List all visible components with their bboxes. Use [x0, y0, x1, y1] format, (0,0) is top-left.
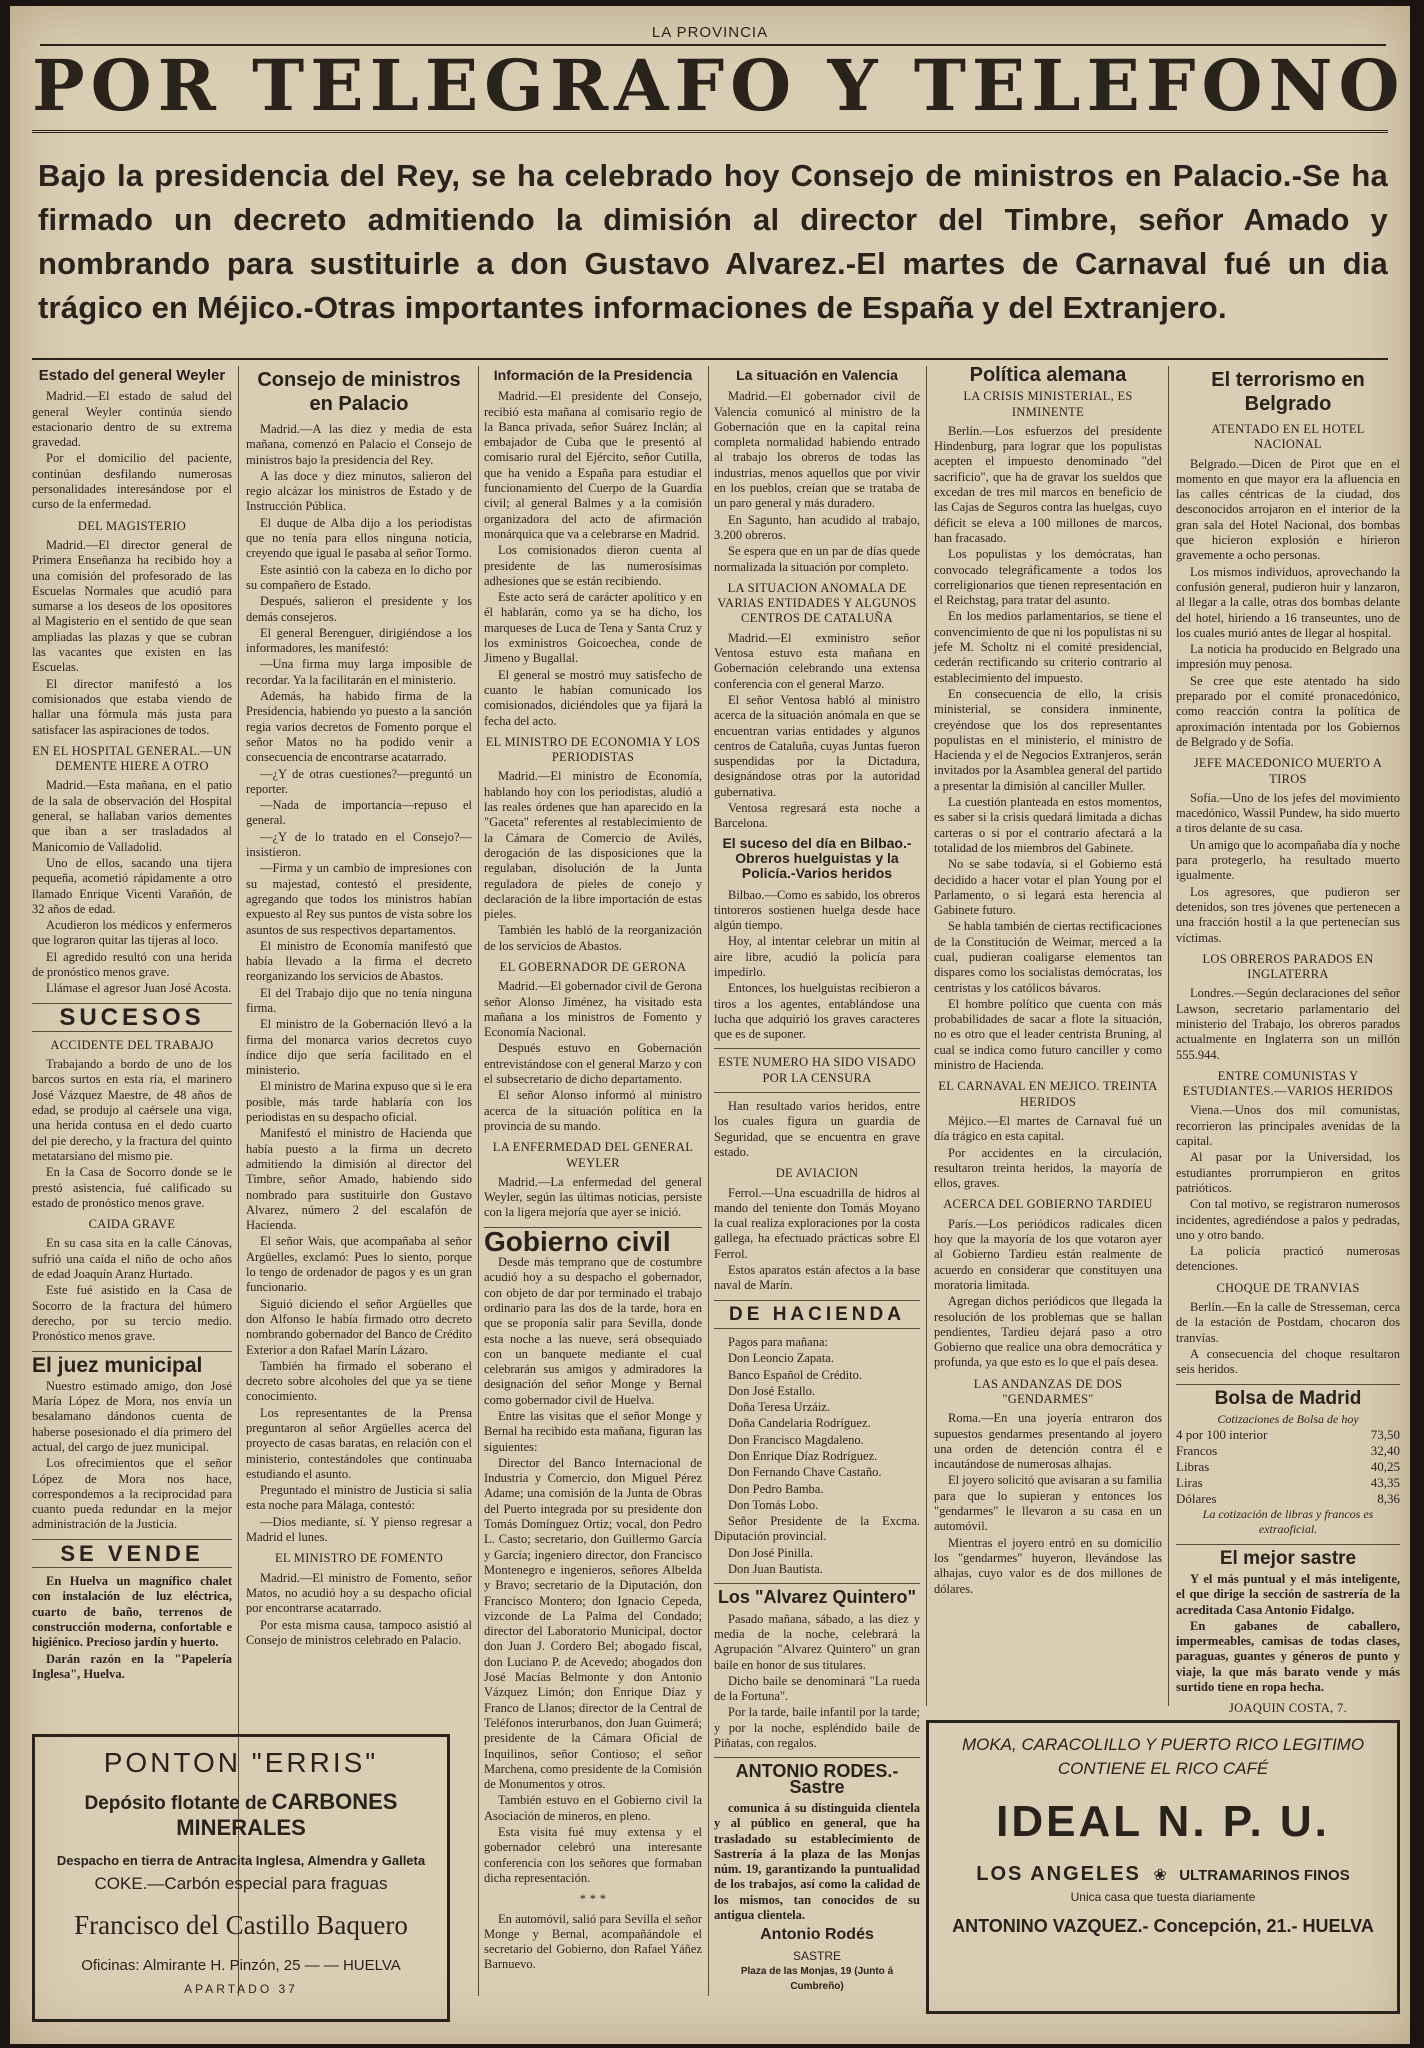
ponton-erris-ad — [32, 1726, 450, 2022]
masthead-rule — [32, 130, 1388, 133]
tailor-trade: SASTRE — [792, 1948, 841, 1963]
stock-note: La cotización de libras y francos es extraoficial. — [1202, 1507, 1374, 1537]
article-text: Madrid.—El ministro de Fomento, señor Matos, no acudió hoy a su despacho oficial por encontrarse acatarrado. — [246, 1570, 472, 1616]
article-heading: Consejo de ministros en Palacio — [257, 369, 461, 415]
article-text: También les habló de la reorganización de los servicios de Abastos. — [484, 923, 702, 953]
article-text: Estos aparatos están afectos a la base naval de Marín. — [714, 1263, 920, 1293]
article-text: Desde más temprano que de costumbre acudió hoy a su despacho el gobernador, con objeto de dar por terminado el trabajo ordinario para las dos de la tarde, hora en que se proponía salir para Sevilla, donde esta noche a las nueve, será obsequiado con un banquete mediante el cual celebrarán sus amigos y admiradores la designación del señor Monge y Bernal como gobernador civil de Huelva. — [484, 1255, 702, 1407]
article-text: En su casa sita en la calle Cánovas, sufrió una caída el niño de ocho años de edad Joaquín Aranz Hurtado. — [32, 1236, 232, 1282]
article-text: Por el domicilio del paciente, continúan desfilando numerosas personalidades interesándose por el curso de la enfermedad. — [32, 451, 232, 512]
article-text: Bilbao.—Como es sabido, los obreros tintoreros sostienen huelga desde hace algún tiempo. — [714, 887, 920, 933]
ad-text: LOS ANGELES — [976, 1863, 1141, 1885]
tailor-signature: Antonio Rodés — [760, 1926, 874, 1944]
article-text: Madrid.—Esta mañana, en el patio de la sala de observación del Hospital general, se hallaban varios dementes que iban a ser trasladados al Manicomio de Valladolid. — [32, 778, 232, 854]
article-text: Este asintió con la cabeza en lo dicho por su compañero de Estado. — [246, 562, 472, 592]
divider — [714, 1092, 920, 1093]
article-text: Los comisionados dieron cuenta al presidente de las numerosísimas adhesiones que se están recibiendo. — [484, 543, 702, 588]
article-text: Uno de ellos, sacando una tijera pequeña, acometió rápidamente a otro llamado Enrique Vicenti Varañón, de 32 años de edad. — [32, 855, 232, 916]
ad-box-number: APARTADO 37 — [184, 1982, 298, 1996]
column-4 — [714, 364, 920, 2004]
article-heading: El juez municipal — [32, 1353, 203, 1377]
ad-line — [937, 1863, 1389, 1886]
newspaper-name: LA PROVINCIA — [651, 24, 769, 41]
subheading: ACERCA DEL GOBIERNO TARDIEU — [943, 1197, 1153, 1212]
article-text: No se sabe todavía, si el Gobierno está decidido a hacer votar el plan Young por el Parlamento, o si legará esta herencia al Gabinete futuro. — [934, 857, 1162, 918]
rate-row — [1176, 1459, 1400, 1475]
article-text: Ferrol.—Una escuadrilla de hidros al mando del teniente don Tomás Moyano la cual realiza exploraciones por la costa gallega, ha efectuado prácticas sobre El Ferrol. — [714, 1185, 920, 1261]
subheading: EL MINISTRO DE FOMENTO — [274, 1551, 444, 1566]
ad-address: JOAQUIN COSTA, 7. — [1229, 1701, 1347, 1716]
subheading: JEFE MACEDONICO MUERTO A TIROS — [1193, 756, 1383, 786]
tailor-ad-title: ANTONIO RODES.-Sastre — [735, 1761, 899, 1797]
rate-value: 73,50 — [1370, 1427, 1400, 1443]
article-text: Berlín.—En la calle de Stresseman, cerca de la estación de Postdam, chocaron dos tranvías. — [1176, 1300, 1400, 1345]
article-text: Madrid.—El presidente del Consejo, recibió esta mañana al comisario regio de la Banca privada, señor Suárez Inclán; al embajador de Cuba que le presentó al comisario rural del Ejército, señor Cutilla, que ha venido a España para estudiar el funcionamiento del Cuerpo de la Guardia civil; al general Balmes y a la comisión organizadora del acto de afirmación monárquica que va a celebrarse en Madrid. — [484, 389, 702, 541]
payee: Señor Presidente de la Excma. Diputación provincial. — [714, 1514, 920, 1544]
article-heading: La situación en Valencia — [736, 367, 898, 383]
subheading: LOS OBREROS PARADOS EN INGLATERRA — [1202, 951, 1374, 982]
article-text: Esta visita fué muy extensa y el gobernador celebró una interesante conferencia con los señores que formaban dicha representación. — [484, 1825, 702, 1885]
article-text: Nuestro estimado amigo, don José María López de Mora, nos envía un besalamano dándonos cuenta de haberse posesionado el día primero del actual, del cargo de juez municipal. — [32, 1378, 232, 1454]
article-text: La cuestión planteada en estos momentos, es saber si la crisis quedará limitada a dichas carteras o si por el contrario afectará a la totalidad de los miembros del Gabinete. — [934, 795, 1162, 855]
article-heading: El terrorismo en Belgrado — [1211, 369, 1365, 415]
article-text: Además, ha habido firma de la Presidencia, habiendo yo puesto a la sanción regia varios decretos de Fomento porque el señor Matos no ha podido venir a consecuencia de encontrarse acatarrado. — [246, 689, 472, 765]
ad-text: CONTIENE EL RICO CAFÉ — [1057, 1759, 1269, 1778]
ideal-npu-ad — [926, 1712, 1400, 2012]
article-text: El señor Ventosa habló al ministro acerca de la situación anómala en que se encuentran varias entidades y algunos centros de Cataluña, cuyas Juntas fueron suspendidas por la Dictadura, designándose otras por la autoridad gubernativa. — [714, 692, 920, 799]
rate-value: 8,36 — [1377, 1491, 1400, 1507]
article-text: La noticia ha producido en Belgrado una impresión muy penosa. — [1176, 642, 1400, 672]
article-text: —Nada de importancia—repuso el general. — [246, 798, 472, 828]
article-text: Por esta misma causa, tampoco asistió al Consejo de ministros celebrado en Palacio. — [246, 1617, 472, 1647]
divider — [714, 1583, 920, 1584]
article-text: Los representantes de la Prensa preguntaron al señor Argüelles acerca del proyecto de casas baratas, en relación con el ministerio, contestándoles que continuaba estudiando el asunto. — [246, 1405, 472, 1481]
divider — [714, 1757, 920, 1758]
ad-frame — [926, 1720, 1400, 2014]
article-text: Llámase el agresor Juan José Acosta. — [46, 981, 232, 996]
article-text: El general Berenguer, dirigiéndose a los informadores, les manifestó: — [246, 625, 472, 656]
article-text: —¿Y de otras cuestiones?—preguntó un reporter. — [246, 766, 472, 796]
article-text: Ventosa regresará esta noche a Barcelona. — [714, 801, 920, 831]
column-divider — [478, 366, 479, 1996]
article-text: —Firma y un cambio de impresiones con su majestad, contestó el presidente, agregando que todos los ministros habían expuesto al Rey sus puntos de vista sobre los asuntos de sus respectivos departamentos. — [246, 861, 472, 937]
article-text: Madrid.—El estado de salud del general Weyler continúa siendo estacionario dentro de su extrema gravedad. — [32, 389, 232, 450]
article-text: El señor Wais, que acompañaba al señor Argüelles, exclamó: Pues lo siento, porque lo tengo de ordenador de pagos y es un gran funcionario. — [246, 1234, 472, 1295]
article-text: Se habla también de ciertas rectificaciones de la Constitución de Weimar, merced a la cual, pudieran coaligarse elementos tan dispares como los socialistas demócratas, los centristas y los católicos bávaros. — [934, 919, 1162, 995]
article-text: Pasado mañana, sábado, a las diez y media de la noche, celebrará la Agrupación "Alvarez Quintero" un gran baile en honor de sus titulares. — [714, 1611, 920, 1672]
subheading: LA CRISIS MINISTERIAL, ES INMINENTE — [963, 389, 1133, 419]
article-heading: El mejor sastre — [1219, 1547, 1357, 1569]
article-text: Al pasar por la Universidad, los estudiantes prorrumpieron en gritos patrióticos. — [1176, 1150, 1400, 1195]
ad-text: Y el más puntual y el más inteligente, el que dirige la sección de sastrería de la acreditada Casa Antonio Fidalgo. — [1176, 1572, 1400, 1617]
section-title: DE HACIENDA — [729, 1303, 905, 1325]
rate-row — [1176, 1491, 1400, 1507]
stock-heading: Bolsa de Madrid — [1214, 1387, 1362, 1409]
divider — [32, 1351, 232, 1352]
article-text: Por la tarde, baile infantil por la tarde; y por la noche, espléndido baile de Piñatas, con regalos. — [714, 1705, 920, 1751]
article-text: Preguntado el ministro de Justicia si salía esta noche para Málaga, contestó: — [246, 1483, 472, 1513]
article-text: Después estuvo en Gobernación entrevistándose con el general Marzo y con el subsecretario de dicho departamento. — [484, 1041, 702, 1087]
article-heading: Gobierno civil — [484, 1225, 671, 1257]
tailor-address: Plaza de las Monjas, 19 (Junto á Cumbreño) — [740, 1965, 894, 1993]
ad-text: En gabanes de caballero, impermeables, camisas de todas clases, paraguas, guantes y géneros de punto y viaje, la que más barato vende y más surtido tiene en ropa hecha. — [1176, 1618, 1400, 1695]
subheading: CAIDA GRAVE — [88, 1217, 176, 1232]
article-text: Agregan dichos periódicos que llegada la resolución de los problemas que se hallan pendientes, Tardieu dejará paso a otro Gobierno que realice una obra democrática y profunda, ya que esto es lo que el país desea. — [934, 1294, 1162, 1370]
ad-line — [43, 1789, 439, 1841]
article-text: El director manifestó a los comisionados que estaba viendo de hallar una fórmula más justa para satisfacer las aspiraciones de todos. — [32, 676, 232, 737]
classified-text: Darán razón en la "Papelería Inglesa", Huelva. — [32, 1651, 232, 1681]
article-text: Los mismos individuos, aprovechando la confusión general, pudieron huir y lanzaron, al llegar a la calle, otras dos bombas delante del hotel, hiriendo a 16 transeuntes, uno de los cuales murió antes de llegar al hospital. — [1176, 564, 1400, 640]
article-text: Belgrado.—Dicen de Pirot que en el momento en que mayor era la afluencia en las calles céntricas de la ciudad, dos desconocidos arrojaron en el interior de la gran sala del Hotel Nacional, dos bombas que hicieron explosión e hirieron gravemente a ocho personas. — [1176, 456, 1400, 563]
payee: Don José Estallo. — [728, 1383, 816, 1398]
divider — [32, 1567, 232, 1568]
article-text: En los medios parlamentarios, se tiene el convencimiento de que ni los populistas ni su jefe M. Scholtz ni el comité presidencial, cederán rectificando su criterio contrario al establecimiento del impuesto. — [934, 609, 1162, 685]
subheading: LAS ANDANZAS DE DOS "GENDARMES" — [973, 1376, 1123, 1406]
ad-address: ANTONINO VAZQUEZ.- Concepción, 21.- HUELVA — [952, 1916, 1374, 1936]
article-text: París.—Los periódicos radicales dicen hoy que la mayoría de los que votaron ayer al Gobierno Tardieu están realmente de acuerdo en considerar que constituyen una moratoria limitada. — [934, 1216, 1162, 1292]
article-text: Los populistas y los demócratas, han convocado telegráficamente a todos los correligionarios que tienen representación en el Reichstag, para tratar del asunto. — [934, 547, 1162, 608]
article-text: En la Casa de Socorro donde se le prestó asistencia, fué calificado su estado de pronóstico menos grave. — [32, 1165, 232, 1210]
newspaper-page — [10, 6, 1410, 2044]
article-text: Berlín.—Los esfuerzos del presidente Hindenburg, para lograr que los populistas acepten el impuesto denominado "del sacrificio", que ha de gravar los sueldos que excedan de tres mil marcos en beneficio de las Cajas de Seguros contra las huelgas, cuyo déficit se eleva a 100 millones de marcos, han fracasado. — [934, 423, 1162, 545]
article-heading: Política alemana — [969, 364, 1127, 386]
tailor-ad-text: comunica á su distinguida clientela y al público en general, que ha trasladado su establecimiento de Sastrería á la plaza de las Monjas núm. 19, garantizando la puntualidad de los trabajos, así como la calidad de los mismos, tan conocidos de su antigua clientela. — [714, 1800, 920, 1923]
article-text: Sofía.—Uno de los jefes del movimiento macedónico, Wassil Pundew, ha sido muerto a tiros delante de su casa. — [1176, 790, 1400, 836]
rate-row — [1176, 1475, 1400, 1491]
article-text: Los agresores, que pudieron ser detenidos, son tres jóvenes que pertenecen a una fracción hostil a la que pertenecían sus víctimas. — [1176, 884, 1400, 945]
ad-owner: Francisco del Castillo Baquero — [74, 1910, 408, 1940]
ad-text: CARBONES MINERALES — [176, 1789, 398, 1840]
stock-subheading: Cotizaciones de Bolsa de hoy — [1217, 1411, 1359, 1426]
article-text: Acudieron los médicos y enfermeros que lograron quitar las tijeras al loco. — [32, 918, 232, 948]
article-text: A consecuencia del choque resultaron seis heridos. — [1176, 1346, 1400, 1377]
masthead — [10, 6, 1410, 126]
article-text: Mientras el joyero entró en su domicilio los "gendarmes" huyeron, llevándose las alhajas, cuyo valor es de dos millones de dólares. — [934, 1535, 1162, 1596]
article-text: También ha firmado el soberano el decreto sobre alcoholes del que ya se tiene conocimiento. — [246, 1358, 472, 1404]
article-text: Por accidentes en la circulación, resultaron treinta heridos, la mayoría de ellos, graves. — [934, 1145, 1162, 1191]
ad-text: COKE.—Carbón especial para fraguas — [94, 1874, 388, 1893]
payee: Doña Candelaria Rodríguez. — [728, 1416, 871, 1431]
divider — [714, 1328, 920, 1329]
article-text: Después, salieron el presidente y los demás consejeros. — [246, 594, 472, 624]
news-summary: Bajo la presidencia del Rey, se ha celebrado hoy Consejo de ministros en Palacio.-Se ha firmado un decreto admitiendo la dimisión al director del Timbre, señor Amado y nombrando para sustituirle a don Gustavo Alvarez.-El martes de Carnaval fué un dia trágico en Méjico.-Otras importantes informaciones de España y del Extranjero. — [38, 158, 1388, 325]
column-2 — [246, 364, 472, 1724]
subheading: ACCIDENTE DEL TRABAJO — [50, 1037, 214, 1052]
article-text: —Dios mediante, sí. Y pienso regresar a Madrid el lunes. — [246, 1514, 472, 1545]
payee: Don José Pinilla. — [728, 1545, 814, 1560]
rate-value: 32,40 — [1370, 1443, 1400, 1459]
article-text: El ministro de la Gobernación llevó a la firma del monarca varios decretos cuyo índice dijo que sería facilitado en el ministerio. — [246, 1017, 472, 1078]
article-text: Con tal motivo, se registraron numerosos incidentes, agrediéndose a palos y pedradas, uno y otro bando. — [1176, 1197, 1400, 1242]
article-text: Trabajando a bordo de uno de los barcos surtos en esta ría, el marinero José Vázquez Maestre, de 48 años de edad, se produjo al caérsele una viga, una herida contusa en el dedo cuarto del pie derecho, y la fractura del quinto metatarsiano del mismo pie. — [32, 1057, 232, 1163]
article-heading: El suceso del día en Bilbao.-Obreros huelguistas y la Policía.-Varios heridos — [722, 834, 912, 882]
classified-text: En Huelva un magnífico chalet con instalación de luz eléctrica, cuarto de baño, terrenos de construcción moderna, confortable e higiénico. Precioso jardín y huerto. — [32, 1574, 232, 1650]
payee: Don Francisco Magdaleno. — [728, 1432, 864, 1447]
rate-value: 40,25 — [1370, 1459, 1400, 1475]
article-text: —¿Y de lo tratado en el Consejo?—insistieron. — [246, 829, 472, 860]
article-text: Manifestó el ministro de Hacienda que había puesto a la firma un decreto admitiendo la dimisión al director del Timbre, señor Amado, habiendo sido nombrado para sustituirle don Gustavo Alvarez, número 2 del escalafón de Hacienda. — [246, 1126, 472, 1233]
separator-stars: * * * — [579, 1892, 607, 1907]
rate-row — [1176, 1443, 1400, 1459]
article-text: El agredido resultó con una herida de pronóstico menos grave. — [32, 949, 232, 979]
subheading: LA SITUACION ANOMALA DE VARIAS ENTIDADES Y ALGUNOS CENTROS DE CATALUÑA — [717, 580, 917, 626]
subheading: LA ENFERMEDAD DEL GENERAL WEYLER — [492, 1140, 694, 1170]
subheading: EL MINISTRO DE ECONOMIA Y LOS PERIODISTAS — [485, 734, 701, 765]
article-text: Director del Banco Internacional de Industria y Comercio, don Miguel Pérez Adame; una comisión de la Junta de Obras del Puerto integrada por su presidente don Tomás Domínguez Ortiz; vocal, don Pedro L. Casto; secretario, don Guillermo García y García; ingeniero director, don Francisco Montenegro e ingenieros, señores Albelda y Bravo; secretario de la Diputación, don Francisco Montero; don Ignacio Cepeda, vizconde de La Palma del Condado; director del Laboratorio Municipal, doctor don Juan J. Cordero Bel; abogado fiscal, don Luciano P. de Acevedo; abogados don José Macías Belmonte y don Antonio Vázquez Limón; don Enrique Díaz y Franco de Llanos; director de la Central de Teléfonos interurbanos, don Juan Guimerá; presidente de la Cámara Oficial de Inquilinos, señor Contioso; el señor Marchena, como presidente de la Comisión de Monumentos y otros. — [484, 1455, 702, 1792]
column-divider — [708, 366, 709, 1996]
article-text: El del Trabajo dijo que no tenía ninguna firma. — [246, 985, 472, 1015]
section-headline: POR TELEGRAFO Y TELEFONO — [32, 44, 1406, 127]
payee: Doña Teresa Urzáiz. — [728, 1400, 830, 1415]
article-text: Pagos para mañana: — [728, 1334, 828, 1349]
payee: Don Tomás Lobo. — [728, 1497, 819, 1512]
article-text: Roma.—En una joyería entraron dos supuestos gendarmes presentando al joyero una orden de detención contra él e incautándose de numerosas alhajas. — [934, 1411, 1162, 1472]
column-6 — [1176, 364, 1400, 1716]
article-text: Madrid.—El exministro señor Ventosa estuvo esta mañana en Gobernación celebrando una extensa conferencia con el general Marzo. — [714, 630, 920, 691]
subheading: EL GOBERNADOR DE GERONA — [499, 959, 687, 974]
article-text: Los ofrecimientos que el señor López de Mora nos hace, correspondemos a la reciprocidad para cuanto pueda redundar en la mejor administración de la Justicia. — [32, 1456, 232, 1532]
article-text: El ministro de Economía manifestó que había llevado a la firma el decreto reorganizando los servicios de Abastos. — [246, 938, 472, 984]
article-text: En consecuencia de ello, la crisis ministerial, se considera inminente, creyéndose que los dos representantes populistas en el ministerio, el ministro de Hacienda y el de Negocios Extranjeros, serán invitados por la Asamblea general del partido a presentar la dimisión al canciller Muller. — [934, 686, 1162, 793]
rate-label: Dólares — [1176, 1491, 1217, 1507]
ad-title: PONTON "ERRIS" — [103, 1747, 379, 1778]
column-5 — [934, 364, 1162, 1704]
column-1 — [32, 364, 232, 1724]
divider — [1176, 1544, 1400, 1545]
column-divider — [1168, 366, 1169, 1706]
article-text: El hombre político que cuenta con más probabilidades de sacar a flote la situación, no es otro que el leader centrista Bruning, al cual se indica como futuro canciller y como ministro de Hacienda. — [934, 996, 1162, 1073]
payee: Don Fernando Chave Castaño. — [728, 1465, 882, 1480]
column-divider — [926, 366, 927, 1706]
column-3 — [484, 364, 702, 2004]
article-text: Este fué asistido en la Casa de Socorro de la fractura del húmero derecho, por su tercio medio. Pronóstico menos grave. — [32, 1283, 232, 1344]
article-text: —Una firma muy larga imposible de recordar. Ya la facilitarán en el ministerio. — [246, 657, 472, 687]
rate-value: 43,35 — [1370, 1475, 1400, 1491]
rate-label: Francos — [1176, 1443, 1218, 1459]
divider — [1176, 1384, 1400, 1385]
article-text: Dicho baile se denominará "La rueda de la Fortuna". — [714, 1673, 920, 1704]
ad-address: Oficinas: Almirante H. Pinzón, 25 — — HUELVA — [81, 1957, 401, 1974]
ad-text: Despacho en tierra de Antracita Inglesa, Almendra y Galleta — [56, 1853, 426, 1868]
article-text: Méjico.—El martes de Carnaval fué un día trágico en esta capital. — [934, 1113, 1162, 1144]
payee: Don Leoncio Zapata. — [728, 1351, 834, 1366]
ad-frame — [32, 1734, 450, 2022]
subheading: EN EL HOSPITAL GENERAL.—UN DEMENTE HIERE A OTRO — [32, 743, 232, 774]
payee: Don Enrique Díaz Rodríguez. — [728, 1449, 878, 1463]
ad-brand: IDEAL N. P. U. — [996, 1797, 1330, 1846]
article-text: El señor Alonso informó al ministro acerca de la situación política en la provincia de su mando. — [484, 1088, 702, 1133]
article-text: Se espera que en un par de días quede normalizada la situación por completo. — [714, 544, 920, 574]
article-text: Madrid.—La enfermedad del general Weyler, según las últimas noticias, persiste con la ligera mejoría que ayer se inició. — [484, 1174, 702, 1220]
article-text: El duque de Alba dijo a los periodistas que no tenía para ellos ninguna noticia, creyendo que igual le pasaba al señor Tormo. — [246, 515, 472, 561]
article-text: Entre las visitas que el señor Monge y Bernal ha recibido esta mañana, figuran las siguientes: — [484, 1409, 702, 1454]
divider — [32, 1539, 232, 1540]
article-text: Viena.—Unos dos mil comunistas, recorrieron las principales avenidas de la capital. — [1176, 1103, 1400, 1149]
divider — [714, 1048, 920, 1049]
article-text: Hoy, al intentar celebrar un mitin al aire libre, acudió la policía para impedirlo. — [714, 934, 920, 979]
ad-text: ULTRAMARINOS FINOS — [1179, 1867, 1350, 1884]
ad-text: Unica casa que tuesta diariamente — [1070, 1890, 1256, 1904]
article-text: Un amigo que lo acompañaba día y noche para protegerlo, ha resultado muerto igualmente. — [1176, 837, 1400, 883]
ad-text: MOKA, CARACOLILLO Y PUERTO RICO LEGITIMO — [961, 1735, 1365, 1754]
rate-label: 4 por 100 interior — [1176, 1427, 1268, 1443]
article-text: El ministro de Marina expuso que si le era posible, más tarde hablaría con los periodistas en su despacho oficial. — [246, 1079, 472, 1125]
censor-notice: ESTE NUMERO HA SIDO VISADO POR LA CENSURA — [718, 1055, 916, 1085]
subheading: ENTRE COMUNISTAS Y ESTUDIANTES.—VARIOS HERIDOS — [1182, 1068, 1394, 1099]
article-text: Madrid.—El director general de Primera Enseñanza ha recibido hoy a una comisión del profesorado de las Escuelas Normales que acudió para sumarse a los deseos de los opositores al Magisterio en el sentido de que sean ampliadas las plazas y que se cubran las vacantes que existen en las Escuelas. — [32, 537, 232, 675]
rate-label: Libras — [1176, 1459, 1210, 1475]
payee: Don Juan Bautista. — [728, 1562, 823, 1577]
article-heading: Estado del general Weyler — [38, 367, 226, 384]
article-text: Madrid.—El ministro de Economía, hablando hoy con los periodistas, aludió a las reales órdenes que han aparecido en la "Gaceta" referentes al restablecimiento de la Cámara de Comercio de Avilés, derogación de las disposiciones que la regulaban, disolución de la Junta reguladora de pieles de conejo y declaración de la libre importación de estas pieles. — [484, 769, 702, 922]
article-text: El general se mostró muy satisfecho de cuanto le habían comunicado los comisionados, diciéndoles que ya fijará la fecha del acto. — [484, 667, 702, 728]
payee: Banco Español de Crédito. — [728, 1367, 862, 1382]
article-text: Londres.—Según declaraciones del señor Lawson, secretario parlamentario del ministerio del Trabajo, los obreros parados actualmente en Inglaterra son un millón 555.944. — [1176, 986, 1400, 1062]
article-text: También estuvo en el Gobierno civil la Asociación de mineros, en pleno. — [484, 1793, 702, 1823]
article-text: Se cree que este atentado ha sido preparado por el comité pronacedónico, como reacción contra la política de aproximación intentada por los Gobiernos de Belgrado y de Sofía. — [1176, 673, 1400, 749]
subheading: DEL MAGISTERIO — [77, 518, 187, 533]
article-text: Madrid.—A las diez y media de esta mañana, comenzó en Palacio el Consejo de ministros bajo la presidencia del Rey. — [246, 422, 472, 467]
article-text: A las doce y diez minutos, salieron del regio alcázar los ministros de Estado y de Instrucción Pública. — [246, 468, 472, 514]
divider — [714, 1300, 920, 1301]
ornament-icon: ❀ — [1153, 1867, 1167, 1884]
rate-row — [1176, 1427, 1400, 1443]
article-text: Han resultado varios heridos, entre los cuales figura un guardia de Seguridad, que se encuentra en grave estado. — [714, 1099, 920, 1159]
article-text: Este acto será de carácter apolítico y en él hablarán, como ya se ha dicho, los marqueses de Luca de Tena y Santa Cruz y los exministros Goicoechea, conde de Jimeno y Bugallal. — [484, 590, 702, 666]
subheading: ATENTADO EN EL HOTEL NACIONAL — [1211, 422, 1365, 452]
article-heading: Los "Alvarez Quintero" — [717, 1587, 917, 1608]
ad-text: Depósito flotante de — [84, 1793, 268, 1814]
rate-label: Liras — [1176, 1475, 1203, 1491]
article-text: Entonces, los huelguistas recibieron a tiros a los agentes, entablándose una lucha que adquirió los graves caracteres que es de suponer. — [714, 981, 920, 1042]
classified-title: SE VENDE — [60, 1540, 204, 1566]
article-text: Siguió diciendo el señor Argüelles que don Alfonso le había firmado otro decreto nombrando gobernador del Banco de Crédito Exterior a don Rafael Marín Lázaro. — [246, 1296, 472, 1357]
subheading: CHOQUE DE TRANVIAS — [1216, 1280, 1360, 1295]
article-text: En Sagunto, han acudido al trabajo, 3.200 obreros. — [714, 512, 920, 542]
summary-rule — [32, 358, 1388, 360]
article-text: Madrid.—El gobernador civil de Valencia comunicó al ministro de la Gobernación que en la capital reina completa normalidad habiendo entrado al trabajo los obreros de todas las industrias, menos aquellos que por vivir en los pueblos, creían que se trataba de un paro general y más duradero. — [714, 389, 920, 511]
article-text: En automóvil, salió para Sevilla el señor Monge y Bernal, acompañándole el secretario del Gobierno, don Rafael Yáñez Barnuevo. — [484, 1911, 702, 1972]
divider — [32, 1031, 232, 1032]
article-text: La policía practicó numerosas detenciones. — [1176, 1244, 1400, 1274]
payee: Don Pedro Bamba. — [728, 1481, 824, 1496]
article-heading: Información de la Presidencia — [493, 367, 693, 383]
subheading: DE AVIACION — [775, 1166, 859, 1181]
article-text: Madrid.—El gobernador civil de Gerona señor Alonso Jiménez, ha visitado esta mañana a los ministros de Fomento y Economía Nacional. — [484, 979, 702, 1040]
subheading: EL CARNAVAL EN MEJICO. TREINTA HERIDOS — [938, 1079, 1158, 1109]
section-title: SUCESOS — [59, 1003, 205, 1031]
article-text: El joyero solicitó que avisaran a su familia para que lo supieran y entonces los "gendarmes" le llevaron a su casa en un automóvil. — [934, 1473, 1162, 1534]
